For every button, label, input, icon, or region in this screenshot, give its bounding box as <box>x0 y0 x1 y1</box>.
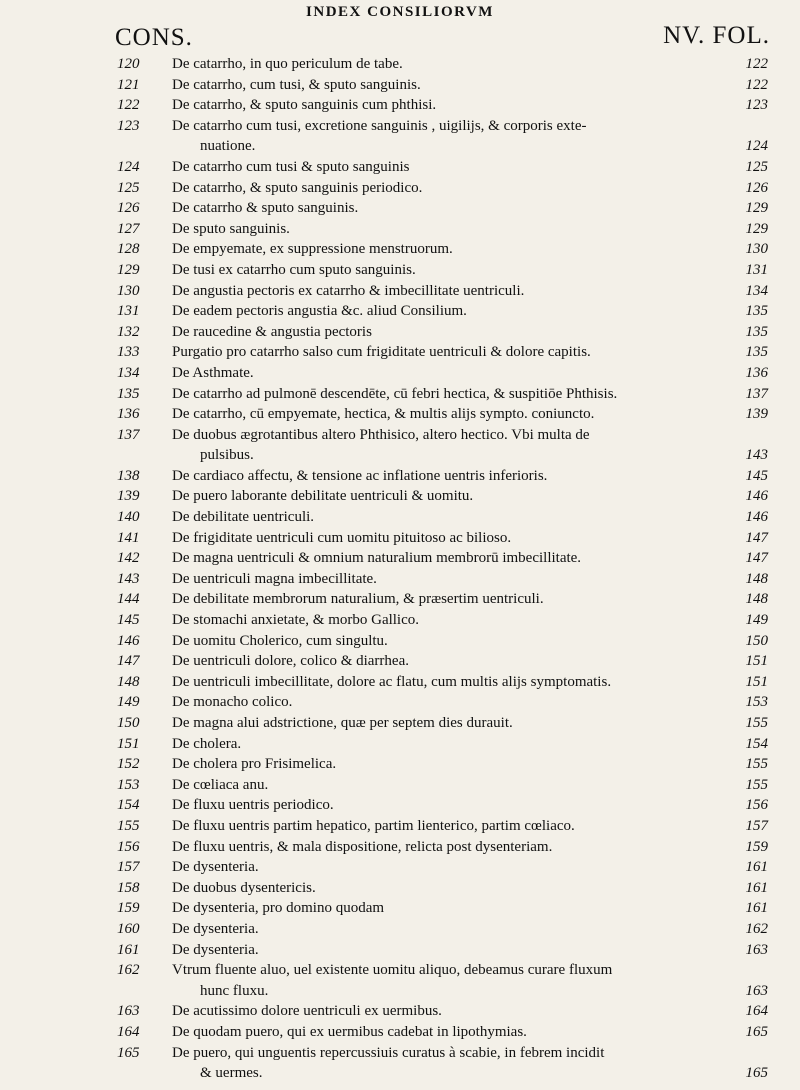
index-entry <box>0 178 800 199</box>
consilium-title <box>172 157 740 178</box>
consilium-number: 142 <box>117 550 140 567</box>
folio-number: 145 <box>745 467 768 484</box>
folio-number: 136 <box>745 364 768 381</box>
folio-number: 155 <box>745 776 768 793</box>
consilium-title-continuation: nuatione. <box>200 138 256 155</box>
consilium-number: 137 <box>117 426 140 443</box>
consilium-number: 139 <box>117 488 140 505</box>
index-entry <box>0 795 800 816</box>
consilium-title-text: De tusi ex catarrho cum sputo sanguinis. <box>172 261 416 278</box>
index-entry <box>0 404 800 425</box>
index-entry <box>0 610 800 631</box>
folio-number: 131 <box>745 261 768 278</box>
consilium-title <box>172 528 740 549</box>
index-entry <box>0 322 800 343</box>
consilium-number: 145 <box>117 612 140 629</box>
consilium-title-text: De acutissimo dolore uentriculi ex uermibus. <box>172 1003 442 1020</box>
consilium-number: 129 <box>117 261 140 278</box>
consilium-title-text: De fluxu uentris periodico. <box>172 797 334 814</box>
folio-number: 122 <box>745 56 768 72</box>
consilium-title <box>172 1022 740 1043</box>
consilium-title-text: De fluxu uentris, & mala dispositione, relicta post dysenteriam. <box>172 838 553 855</box>
consilium-number: 134 <box>117 364 140 381</box>
index-entry <box>0 713 800 734</box>
index-entry <box>0 198 800 219</box>
consilium-title-text: De catarrho, cū empyemate, hectica, & multis alijs sympto. coniuncto. <box>172 406 595 423</box>
consilium-title-text: De fluxu uentris partim hepatico, partim lienterico, partim cœliaco. <box>172 817 575 834</box>
consilium-number: 131 <box>117 303 140 320</box>
index-entry <box>0 507 800 528</box>
index-entry <box>0 384 800 405</box>
consilium-title <box>172 713 740 734</box>
consilium-number: 155 <box>117 817 140 834</box>
consilium-title <box>172 919 740 940</box>
consilium-title-text: De Asthmate. <box>172 364 254 381</box>
consilium-title-continuation: & uermes. <box>200 1065 263 1082</box>
index-entry <box>0 260 800 281</box>
index-entry <box>0 775 800 796</box>
index-entry <box>0 692 800 713</box>
index-entry-list <box>0 54 800 1084</box>
consilium-title <box>172 610 740 631</box>
index-entry <box>0 754 800 775</box>
consilium-number: 140 <box>117 509 140 526</box>
index-entry <box>0 301 800 322</box>
index-entry <box>0 857 800 878</box>
index-entry <box>0 342 800 363</box>
consilium-title-text: De catarrho cum tusi & sputo sanguinis <box>172 158 410 175</box>
consilium-title-text: De sputo sanguinis. <box>172 220 290 237</box>
consilium-title <box>172 1043 740 1084</box>
running-head: INDEX CONSILIORVM <box>306 4 494 20</box>
consilium-title <box>172 940 740 961</box>
consilium-number: 150 <box>117 715 140 731</box>
consilium-title <box>172 795 740 816</box>
consilium-number: 124 <box>117 158 140 175</box>
index-entry <box>0 548 800 569</box>
consilium-title <box>172 672 740 693</box>
index-entry <box>0 672 800 693</box>
consilium-title <box>172 198 740 219</box>
consilium-title-text: De dysenteria. <box>172 920 259 937</box>
consilium-title <box>172 589 740 610</box>
consilium-title <box>172 631 740 652</box>
consilium-title <box>172 260 740 281</box>
consilium-title <box>172 816 740 837</box>
consilium-number: 138 <box>117 467 140 484</box>
folio-number: 159 <box>745 838 768 855</box>
consilium-title <box>172 178 740 199</box>
consilium-title <box>172 878 740 899</box>
index-entry <box>0 816 800 837</box>
consilium-title-text: De eadem pectoris angustia &c. aliud Consilium. <box>172 303 467 320</box>
consilium-title <box>172 54 740 75</box>
consilium-number: 132 <box>117 323 140 340</box>
consilium-title <box>172 486 740 507</box>
folio-number: 146 <box>745 488 768 505</box>
consilium-number: 151 <box>117 735 140 752</box>
consilium-number: 144 <box>117 591 140 608</box>
folio-number: 162 <box>745 920 768 937</box>
folio-number: 147 <box>745 529 768 546</box>
index-entry <box>0 486 800 507</box>
folio-number: 148 <box>745 591 768 608</box>
consilium-title-text: De monacho colico. <box>172 694 293 711</box>
consilium-title <box>172 569 740 590</box>
column-header-cons: CONS. <box>115 24 193 51</box>
folio-number: 163 <box>745 941 768 958</box>
consilium-number: 163 <box>117 1003 140 1020</box>
consilium-number: 157 <box>117 859 140 876</box>
consilium-title-text: De catarrho ad pulmonē descendēte, cū febri hectica, & suspitiōe Phthisis. <box>172 385 618 402</box>
consilium-title <box>172 837 740 858</box>
folio-number: 129 <box>745 200 768 217</box>
consilium-number: 146 <box>117 632 140 649</box>
consilium-title-text: De empyemate, ex suppressione menstruorum. <box>172 241 453 258</box>
consilium-number: 122 <box>117 97 140 114</box>
index-entry <box>0 1022 800 1043</box>
consilium-title-text: De cœliaca anu. <box>172 776 269 793</box>
folio-number: 135 <box>745 303 768 320</box>
consilium-number: 165 <box>117 1044 140 1061</box>
index-entry <box>0 281 800 302</box>
folio-number: 149 <box>745 612 768 629</box>
consilium-title <box>172 219 740 240</box>
index-entry <box>0 734 800 755</box>
folio-number: 161 <box>745 859 768 876</box>
consilium-title-text: De cholera pro Frisimelica. <box>172 756 337 773</box>
consilium-title <box>172 239 740 260</box>
folio-number: 164 <box>745 1003 768 1020</box>
consilium-title <box>172 734 740 755</box>
consilium-title-text: De debilitate uentriculi. <box>172 509 315 526</box>
consilium-title-text: De catarrho, in quo periculum de tabe. <box>172 56 403 72</box>
consilium-number: 149 <box>117 694 140 711</box>
consilium-title-text: De quodam puero, qui ex uermibus cadebat in lipothymias. <box>172 1023 527 1040</box>
folio-number: 165 <box>745 1065 768 1082</box>
folio-number: 151 <box>745 653 768 670</box>
consilium-number: 136 <box>117 406 140 423</box>
consilium-title-text: De dysenteria. <box>172 859 259 876</box>
index-entry <box>0 75 800 96</box>
consilium-title <box>172 75 740 96</box>
folio-number: 157 <box>745 817 768 834</box>
consilium-number: 156 <box>117 838 140 855</box>
index-entry <box>0 425 800 466</box>
consilium-number: 152 <box>117 756 140 773</box>
consilium-title-text: De catarrho & sputo sanguinis. <box>172 200 359 217</box>
consilium-title <box>172 548 740 569</box>
consilium-number: 128 <box>117 241 140 258</box>
index-entry <box>0 940 800 961</box>
consilium-title <box>172 301 740 322</box>
consilium-number: 120 <box>117 56 140 72</box>
consilium-number: 133 <box>117 344 140 361</box>
consilium-title-text: De uentriculi imbecillitate, dolore ac flatu, cum multis alijs symptomatis. <box>172 673 612 690</box>
index-entry <box>0 54 800 75</box>
consilium-number: 130 <box>117 282 140 299</box>
consilium-number: 160 <box>117 920 140 937</box>
consilium-title-text: De magna alui adstrictione, quæ per septem dies durauit. <box>172 715 513 731</box>
consilium-title <box>172 1001 740 1022</box>
folio-number: 134 <box>745 282 768 299</box>
consilium-title-text: De puero laborante debilitate uentriculi & uomitu. <box>172 488 474 505</box>
consilium-number: 143 <box>117 570 140 587</box>
consilium-title-text: De uentriculi magna imbecillitate. <box>172 570 377 587</box>
consilium-title-text: De stomachi anxietate, & morbo Gallico. <box>172 612 420 629</box>
consilium-title <box>172 898 740 919</box>
consilium-number: 141 <box>117 529 140 546</box>
consilium-title <box>172 116 740 157</box>
consilium-number: 164 <box>117 1023 140 1040</box>
consilium-number: 161 <box>117 941 140 958</box>
folio-number: 156 <box>745 797 768 814</box>
consilium-title-text: De frigiditate uentriculi cum uomitu pituitoso ac bilioso. <box>172 529 512 546</box>
consilium-title-text: De debilitate membrorum naturalium, & præsertim uentriculi. <box>172 591 544 608</box>
folio-number: 163 <box>745 982 768 999</box>
consilium-number: 126 <box>117 200 140 217</box>
folio-number: 147 <box>745 550 768 567</box>
consilium-title-text: De catarrho, & sputo sanguinis cum phthisi. <box>172 97 437 114</box>
consilium-title-text: De catarrho, cum tusi, & sputo sanguinis. <box>172 76 421 93</box>
folio-number: 139 <box>745 406 768 423</box>
consilium-title-text: De cardiaco affectu, & tensione ac inflatione uentris inferioris. <box>172 467 548 484</box>
index-entry <box>0 528 800 549</box>
folio-number: 135 <box>745 323 768 340</box>
consilium-title-text: De raucedine & angustia pectoris <box>172 323 372 340</box>
consilium-title <box>172 857 740 878</box>
consilium-title <box>172 507 740 528</box>
folio-number: 161 <box>745 879 768 896</box>
index-entry <box>0 651 800 672</box>
consilium-title <box>172 95 740 116</box>
folio-number: 148 <box>745 570 768 587</box>
consilium-title-text: De duobus ægrotantibus altero Phthisico, altero hectico. Vbi multa de <box>172 426 590 443</box>
consilium-title <box>172 692 740 713</box>
folio-number: 135 <box>745 344 768 361</box>
index-entry <box>0 1001 800 1022</box>
folio-number: 161 <box>745 900 768 917</box>
consilium-number: 162 <box>117 962 140 979</box>
consilium-title-continuation: pulsibus. <box>200 447 254 464</box>
consilium-number: 148 <box>117 673 140 690</box>
consilium-number: 154 <box>117 797 140 814</box>
index-entry <box>0 919 800 940</box>
consilium-title <box>172 322 740 343</box>
index-entry <box>0 239 800 260</box>
consilium-number: 125 <box>117 179 140 196</box>
consilium-title-text: De dysenteria. <box>172 941 259 958</box>
folio-number: 150 <box>745 632 768 649</box>
index-entry <box>0 1043 800 1084</box>
consilium-title-text: De uomitu Cholerico, cum singultu. <box>172 632 388 649</box>
consilium-number: 153 <box>117 776 140 793</box>
index-entry <box>0 157 800 178</box>
consilium-title-text: De duobus dysentericis. <box>172 879 316 896</box>
folio-number: 146 <box>745 509 768 526</box>
index-entry <box>0 631 800 652</box>
folio-number: 137 <box>745 385 768 402</box>
index-entry <box>0 363 800 384</box>
folio-number: 122 <box>745 76 768 93</box>
consilium-title <box>172 281 740 302</box>
consilium-title <box>172 384 740 405</box>
consilium-title-text: De cholera. <box>172 735 242 752</box>
folio-number: 155 <box>745 715 768 731</box>
consilium-number: 123 <box>117 117 140 134</box>
consilium-title-text: De catarrho, & sputo sanguinis periodico. <box>172 179 423 196</box>
consilium-number: 159 <box>117 900 140 917</box>
consilium-title-continuation: hunc fluxu. <box>200 982 269 999</box>
folio-number: 126 <box>745 179 768 196</box>
folio-number: 124 <box>745 138 768 155</box>
consilium-title-text: De dysenteria, pro domino quodam <box>172 900 385 917</box>
consilium-title <box>172 960 740 1001</box>
consilium-title <box>172 775 740 796</box>
consilium-number: 158 <box>117 879 140 896</box>
consilium-number: 147 <box>117 653 140 670</box>
index-entry <box>0 219 800 240</box>
index-entry <box>0 116 800 157</box>
index-entry <box>0 569 800 590</box>
folio-number: 153 <box>745 694 768 711</box>
folio-number: 155 <box>745 756 768 773</box>
consilium-number: 127 <box>117 220 140 237</box>
folio-number: 123 <box>745 97 768 114</box>
consilium-title-text: De uentriculi dolore, colico & diarrhea. <box>172 653 409 670</box>
consilium-title <box>172 404 740 425</box>
consilium-title <box>172 651 740 672</box>
index-entry <box>0 95 800 116</box>
folio-number: 154 <box>745 735 768 752</box>
folio-number: 151 <box>745 673 768 690</box>
consilium-title <box>172 363 740 384</box>
index-entry <box>0 589 800 610</box>
index-entry <box>0 878 800 899</box>
folio-number: 130 <box>745 241 768 258</box>
folio-number: 143 <box>745 447 768 464</box>
consilium-number: 135 <box>117 385 140 402</box>
folio-number: 165 <box>745 1023 768 1040</box>
index-entry <box>0 466 800 487</box>
index-entry <box>0 837 800 858</box>
column-header-folio: NV. FOL. <box>663 22 770 49</box>
consilium-number: 121 <box>117 76 140 93</box>
consilium-title-text: De puero, qui unguentis repercussiuis curatus à scabie, in febrem incidit <box>172 1044 605 1061</box>
consilium-title-text: De angustia pectoris ex catarrho & imbecillitate uentriculi. <box>172 282 525 299</box>
consilium-title <box>172 466 740 487</box>
consilium-title <box>172 342 740 363</box>
index-entry <box>0 898 800 919</box>
consilium-title-text: De magna uentriculi & omnium naturalium membrorū imbecillitate. <box>172 550 582 567</box>
folio-number: 129 <box>745 220 768 237</box>
consilium-title <box>172 754 740 775</box>
consilium-title <box>172 425 740 466</box>
index-entry <box>0 960 800 1001</box>
consilium-title-text: Vtrum fluente aluo, uel existente uomitu aliquo, debeamus curare fluxum <box>172 962 613 979</box>
consilium-title-text: De catarrho cum tusi, excretione sanguinis , uigilijs, & corporis exte- <box>172 117 587 134</box>
consilium-title-text: Purgatio pro catarrho salso cum frigiditate uentriculi & dolore capitis. <box>172 344 591 361</box>
folio-number: 125 <box>745 158 768 175</box>
